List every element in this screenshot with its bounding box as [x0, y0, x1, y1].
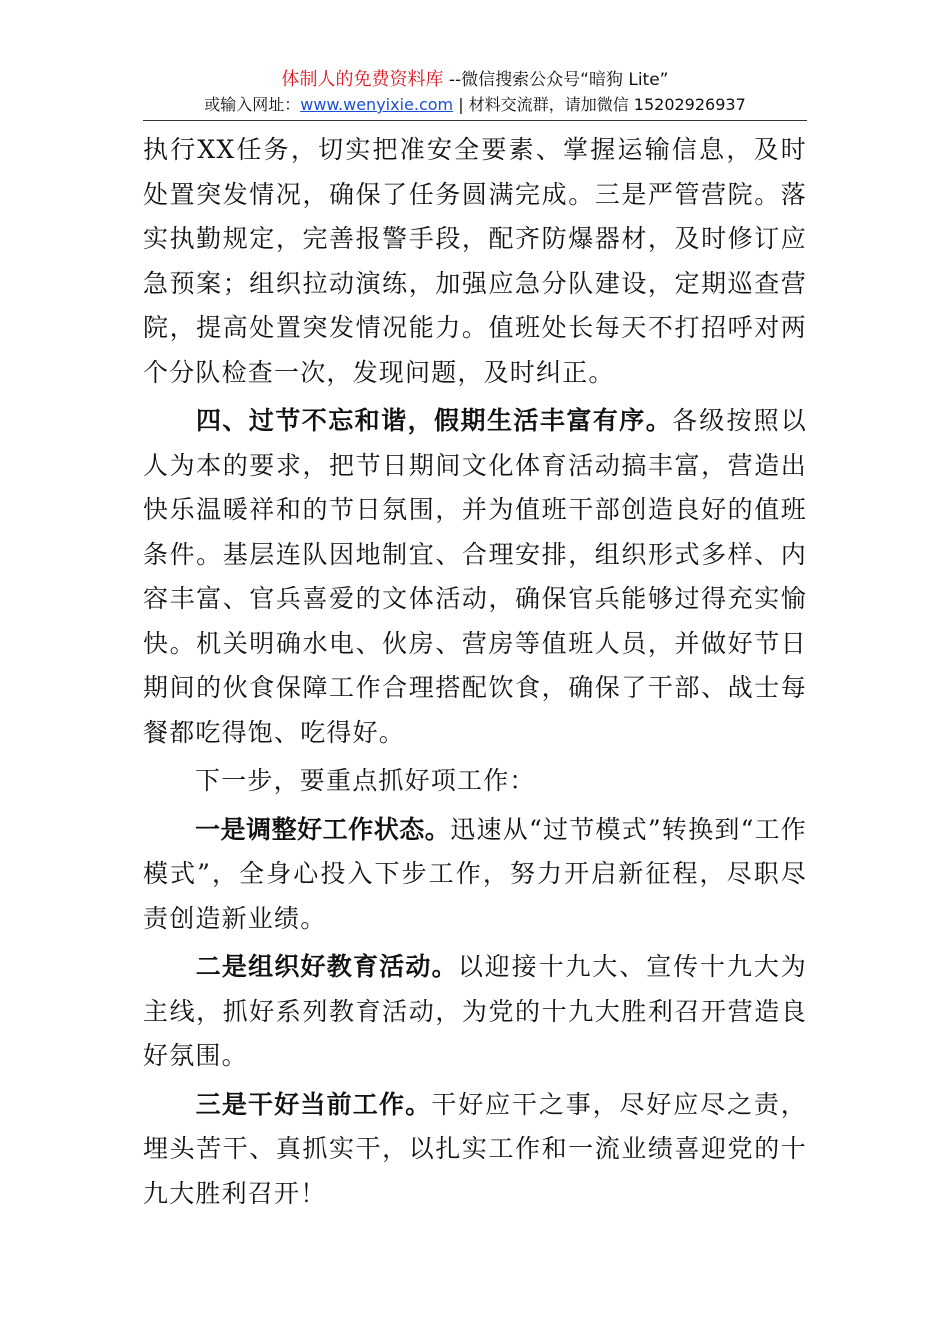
paragraph-5-text: 以迎接十九大、宣传十九大为主线，抓好系列教育活动，为党的十九大胜利召开营造良好氛围。 — [143, 952, 807, 1070]
paragraph-2 — [143, 399, 807, 755]
task-heading-2: 二是组织好教育活动。 — [195, 952, 458, 981]
header-divider — [143, 120, 807, 121]
task-heading-3: 三是干好当前工作。 — [195, 1089, 432, 1119]
contact-info: | 材料交流群，请加微信 15202926937 — [453, 95, 746, 114]
url-prefix: 或输入网址： — [204, 95, 301, 114]
section-heading-4: 四、过节不忘和谐，假期生活丰富有序。 — [195, 406, 673, 435]
header-title-line — [143, 68, 807, 92]
paragraph-6-text: 干好应干之事，尽好应尽之责，埋头苦干、真抓实干，以扎实工作和一流业绩喜迎党的十九大胜利召开！ — [143, 1089, 807, 1208]
paragraph-3-text: 下一步，要重点抓好项工作： — [195, 766, 536, 795]
paragraph-2-text: 各级按照以人为本的要求，把节日期间文化体育活动搞丰富，营造出快乐温暖祥和的节日氛围，并为值班干部创造良好的值班条件。基层连队因地制宜、合理安排，组织形式多样、内容丰富、官兵喜爱的文体活动，确保官兵能够过得充实愉快。机关明确水电、伙房、营房等值班人员，并做好节日期间的伙食保障工作合理搭配饮食，确保了干部、战士每餐都吃得饱、吃得好。 — [143, 406, 807, 747]
page-header — [143, 68, 807, 116]
header-contact-line — [143, 94, 807, 116]
brand-suffix: --微信搜索公众号“暗狗 Lite” — [443, 70, 669, 90]
paragraph-4-text: 迅速从“过节模式”转换到“工作模式”，全身心投入下步工作，努力开启新征程，尽职尽责创造新业绩。 — [143, 814, 807, 933]
paragraph-4 — [143, 808, 807, 942]
website-link[interactable]: www.wenyixie.com — [300, 95, 454, 114]
paragraph-1: 执行XX任务，切实把准安全要素、掌握运输信息，及时处置突发情况，确保了任务圆满完成。三是严管营院。落实执勤规定，完善报警手段，配齐防爆器材，及时修订应急预案；组织拉动演练，加强应急分队建设，定期巡查营院，提高处置突发情况能力。值班处长每天不打招呼对两个分队检查一次，发现问题，及时纠正。 — [143, 135, 807, 387]
paragraph-3 — [143, 759, 807, 804]
document-body — [143, 128, 807, 1216]
task-heading-1: 一是调整好工作状态。 — [195, 814, 451, 844]
brand-name: 体制人的免费资料库 — [281, 69, 444, 90]
paragraph-6 — [143, 1083, 807, 1217]
paragraph-5 — [143, 945, 807, 1079]
